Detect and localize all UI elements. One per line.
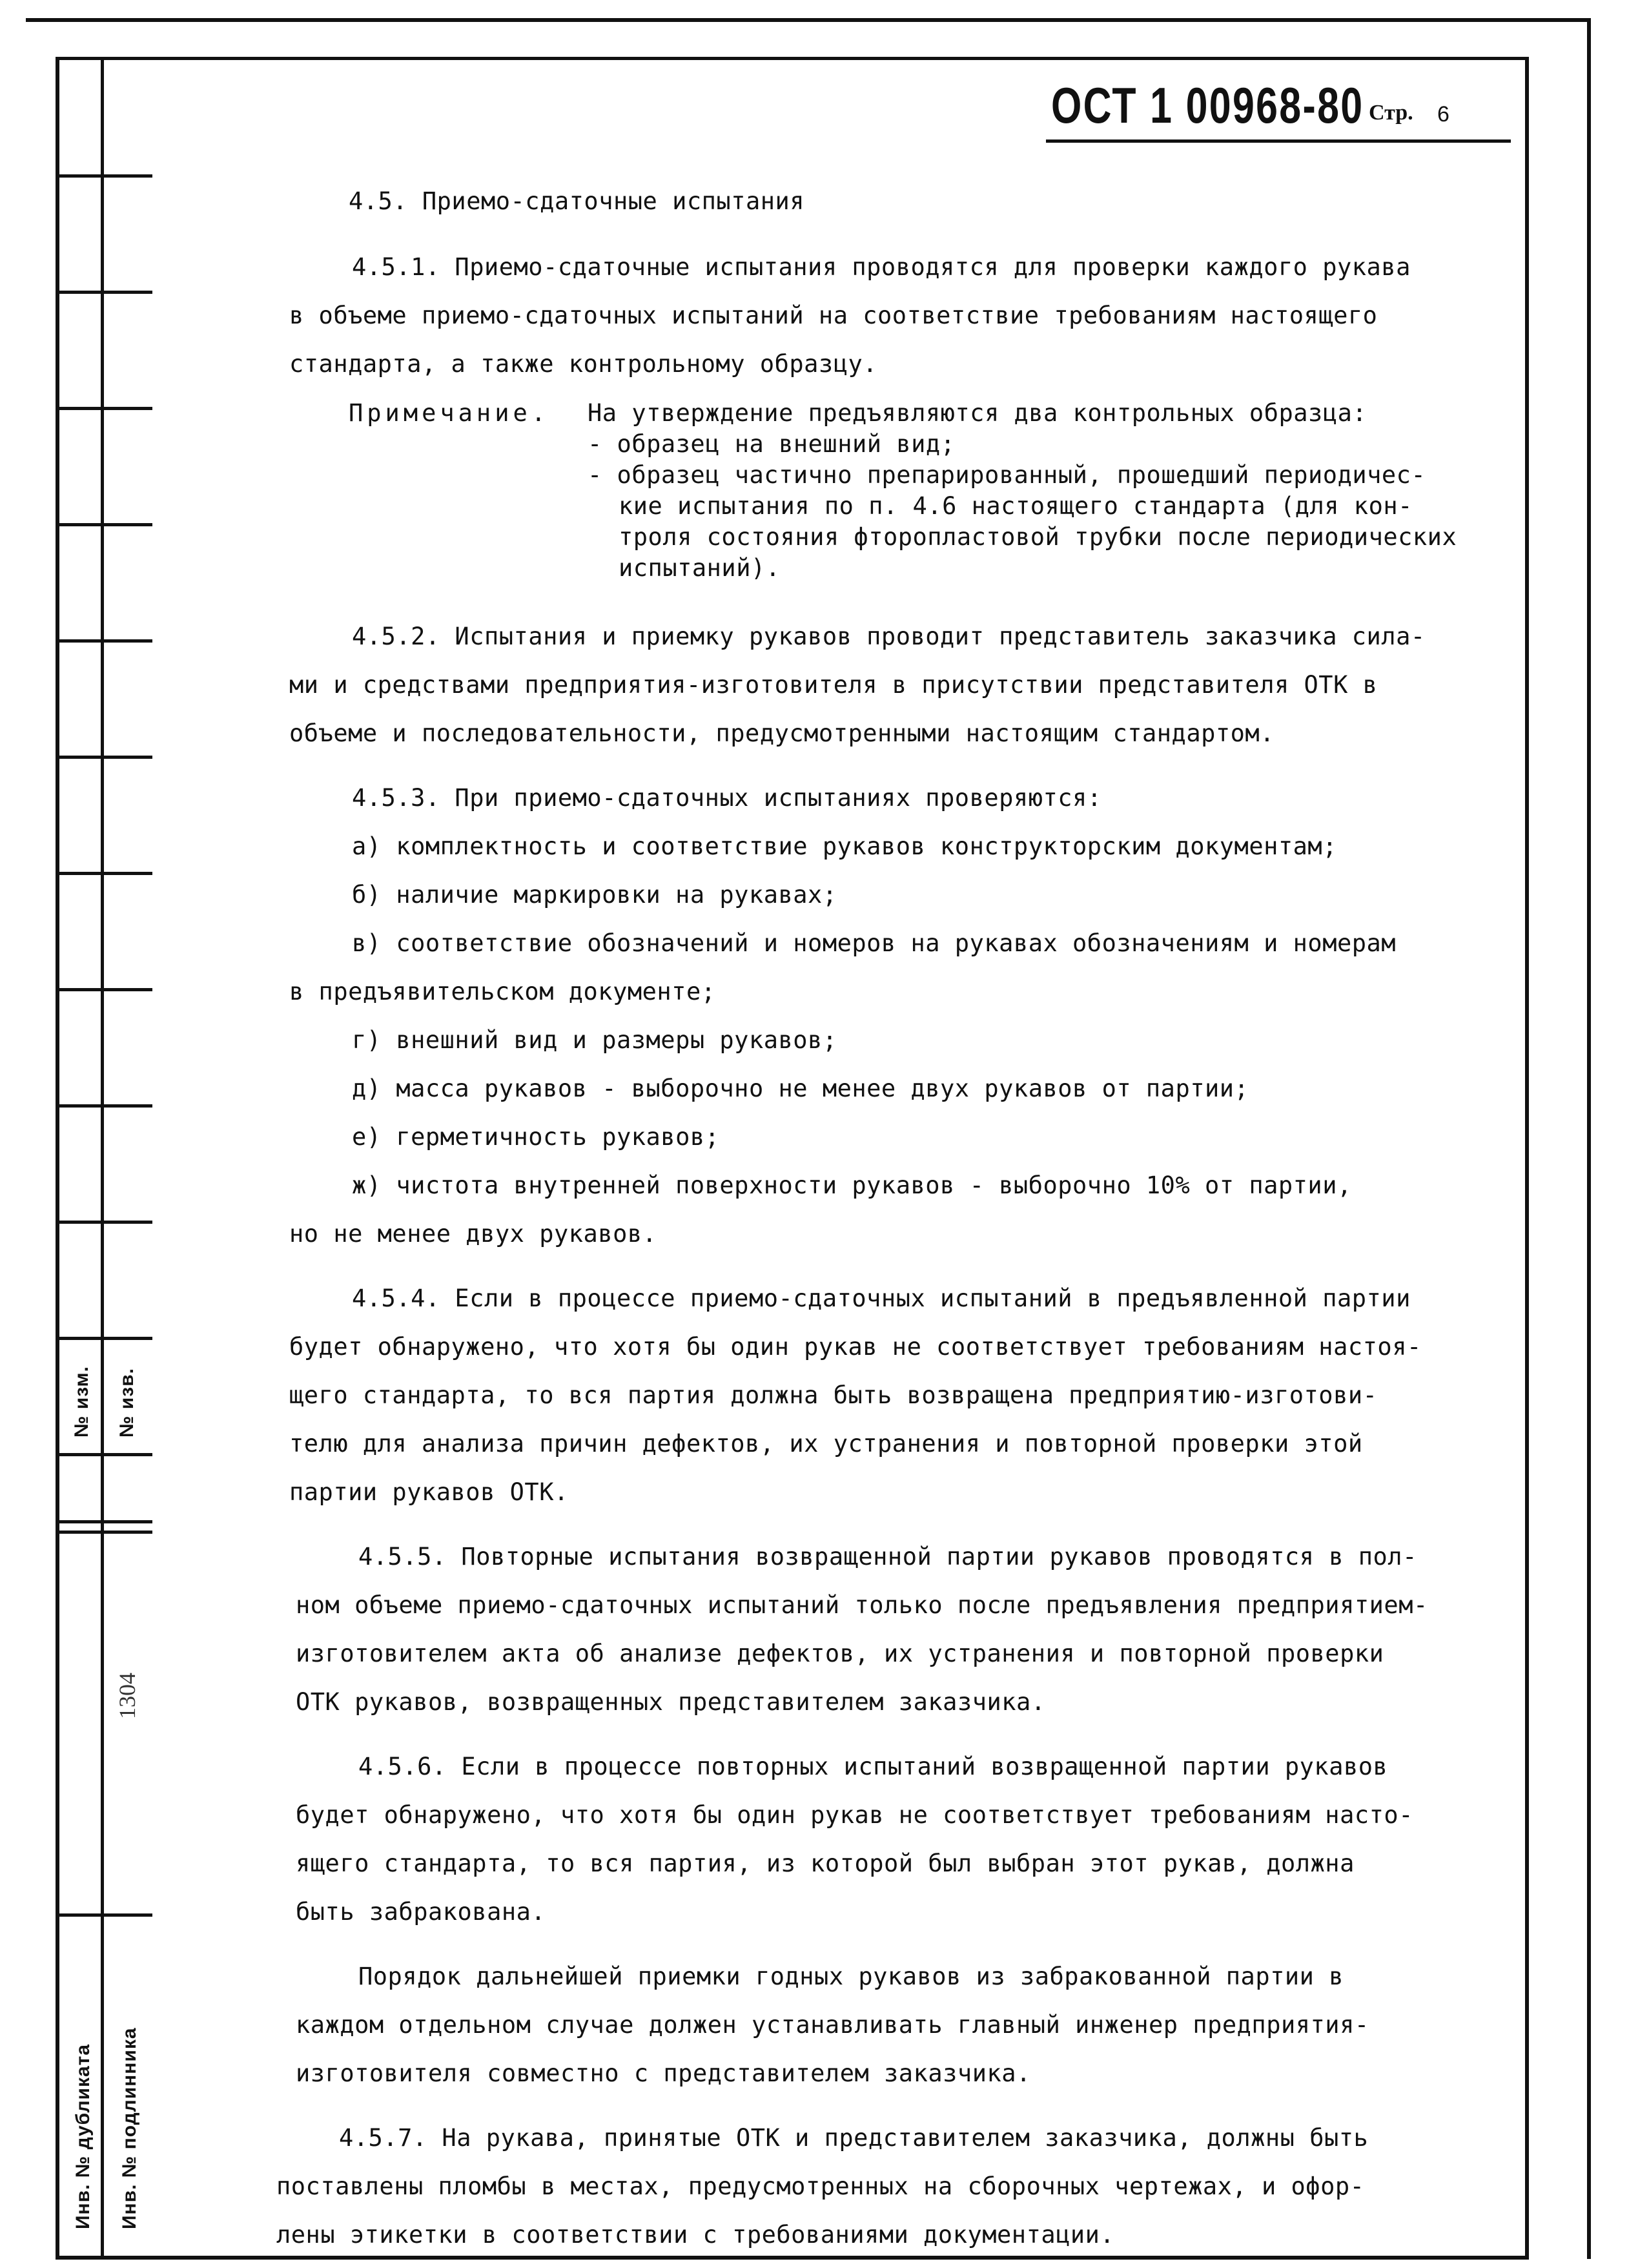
- standard-code: ОСТ 1 00968-80: [1051, 77, 1364, 134]
- paragraph-line: Порядок дальнейшей приемки годных рукавов из забракованной партии в: [358, 1963, 1344, 1990]
- stamp-line: [56, 1453, 152, 1456]
- note-line: кие испытания по п. 4.6 настоящего стандарта (для кон-: [619, 492, 1413, 520]
- paragraph-line: щего стандарта, то вся партия должна быть возвращена предприятию-изготови-: [289, 1381, 1378, 1409]
- paragraph-line: изготовителя совместно с представителем заказчика.: [296, 2059, 1031, 2087]
- stamp-line: [56, 523, 152, 526]
- stamp-line: [56, 1531, 152, 1534]
- paragraph-line: быть забракована.: [296, 1898, 546, 1926]
- list-item: б) наличие маркировки на рукавах;: [352, 881, 837, 909]
- paragraph-line: лены этикетки в соответствии с требованиями документации.: [276, 2221, 1115, 2249]
- paragraph-line: каждом отдельном случае должен устанавливать главный инженер предприятия-: [296, 2011, 1369, 2039]
- note-line: - образец частично препарированный, прошедший периодичес-: [588, 461, 1426, 489]
- paragraph-line: ми и средствами предприятия-изготовителя в присутствии представителя ОТК в: [289, 671, 1378, 699]
- stamp-line: [56, 639, 152, 643]
- paragraph-line: стандарта, а также контрольному образцу.: [289, 350, 878, 378]
- change-number-label: № изм.: [71, 1366, 92, 1438]
- paragraph-line: объеме и последовательности, предусмотренными настоящим стандартом.: [289, 719, 1275, 747]
- list-item: ж) чистота внутренней поверхности рукавов - выборочно 10% от партии,: [352, 1171, 1352, 1199]
- paragraph-line: телю для анализа причин дефектов, их устранения и повторной проверки этой: [289, 1430, 1363, 1458]
- list-item: е) герметичность рукавов;: [352, 1123, 720, 1151]
- stamp-line: [56, 1337, 152, 1340]
- section-heading: 4.5. Приемо-сдаточные испытания: [349, 187, 805, 215]
- paragraph-line: 4.5.5. Повторные испытания возвращенной партии рукавов проводятся в пол-: [358, 1543, 1417, 1571]
- paragraph-line: ящего стандарта, то вся партия, из которой был выбран этот рукав, должна: [296, 1850, 1355, 1877]
- original-inventory-label: Инв. № подлинника: [119, 2027, 140, 2229]
- stamp-line: [56, 1221, 152, 1224]
- stamp-line: [56, 1104, 152, 1108]
- note-line: испытаний).: [619, 554, 781, 582]
- notice-number-label: № изв.: [116, 1368, 138, 1438]
- stamp-line: [56, 988, 152, 991]
- paragraph-line: ОТК рукавов, возвращенных представителем заказчика.: [296, 1688, 1046, 1716]
- paragraph-line: ном объеме приемо-сдаточных испытаний только после предъявления предприятием-: [296, 1591, 1428, 1619]
- document-header: [1033, 76, 1524, 141]
- stamp-line: [56, 1913, 152, 1917]
- paragraph-line: 4.5.6. Если в процессе повторных испытаний возвращенной партии рукавов: [358, 1753, 1388, 1780]
- list-item: а) комплектность и соответствие рукавов конструкторским документам;: [352, 832, 1337, 860]
- paragraph-line: 4.5.1. Приемо-сдаточные испытания проводятся для проверки каждого рукава: [352, 253, 1411, 281]
- list-item: в) соответствие обозначений и номеров на рукавах обозначениям и номерам: [352, 929, 1397, 957]
- page-border: [56, 57, 1529, 2260]
- stamp-line: [56, 756, 152, 759]
- paragraph-line: изготовителем акта об анализе дефектов, их устранения и повторной проверки: [296, 1640, 1384, 1667]
- list-item: д) масса рукавов - выборочно не менее двух рукавов от партии;: [352, 1075, 1249, 1102]
- side-stamp: [56, 57, 152, 2256]
- list-item: г) внешний вид и размеры рукавов;: [352, 1026, 837, 1054]
- stamp-line: [56, 1520, 152, 1523]
- stamp-line: [56, 291, 152, 294]
- stamp-line: [56, 174, 152, 178]
- paragraph-line: в объеме приемо-сдаточных испытаний на соответствие требованиям настоящего: [289, 302, 1378, 329]
- stamp-column-divider: [101, 57, 104, 2256]
- outer-frame-top: [26, 18, 1588, 22]
- page-number: 6: [1437, 102, 1449, 127]
- note-line: - образец на внешний вид;: [588, 430, 956, 458]
- stamp-line: [56, 407, 152, 410]
- duplicate-inventory-label: Инв. № дубликата: [72, 2043, 94, 2229]
- inventory-number: 1304: [114, 1673, 140, 1719]
- header-rule: [1046, 139, 1511, 143]
- list-item: но не менее двух рукавов.: [289, 1220, 657, 1248]
- paragraph-line: партии рукавов ОТК.: [289, 1478, 569, 1506]
- note-line: троля состояния фторопластовой трубки после периодических: [619, 523, 1457, 551]
- paragraph-line: 4.5.7. На рукава, принятые ОТК и представителем заказчика, должны быть: [339, 2124, 1369, 2152]
- paragraph-line: 4.5.3. При приемо-сдаточных испытаниях проверяются:: [352, 784, 1102, 812]
- note-line: На утверждение предъявляются два контрольных образца:: [588, 399, 1367, 427]
- stamp-line: [56, 872, 152, 875]
- note-label: Примечание.: [349, 399, 550, 427]
- page-label: Стр.: [1369, 101, 1413, 125]
- paragraph-line: будет обнаружено, что хотя бы один рукав не соответствует требованиям насто-: [296, 1801, 1413, 1829]
- outer-frame-right: [1587, 18, 1591, 2259]
- paragraph-line: поставлены пломбы в местах, предусмотренных на сборочных чертежах, и офор-: [276, 2172, 1365, 2200]
- list-item: в предъявительском документе;: [289, 978, 716, 1005]
- paragraph-line: 4.5.2. Испытания и приемку рукавов проводит представитель заказчика сила-: [352, 623, 1426, 650]
- paragraph-line: 4.5.4. Если в процессе приемо-сдаточных испытаний в предъявленной партии: [352, 1284, 1411, 1312]
- paragraph-line: будет обнаружено, что хотя бы один рукав не соответствует требованиям настоя-: [289, 1333, 1422, 1361]
